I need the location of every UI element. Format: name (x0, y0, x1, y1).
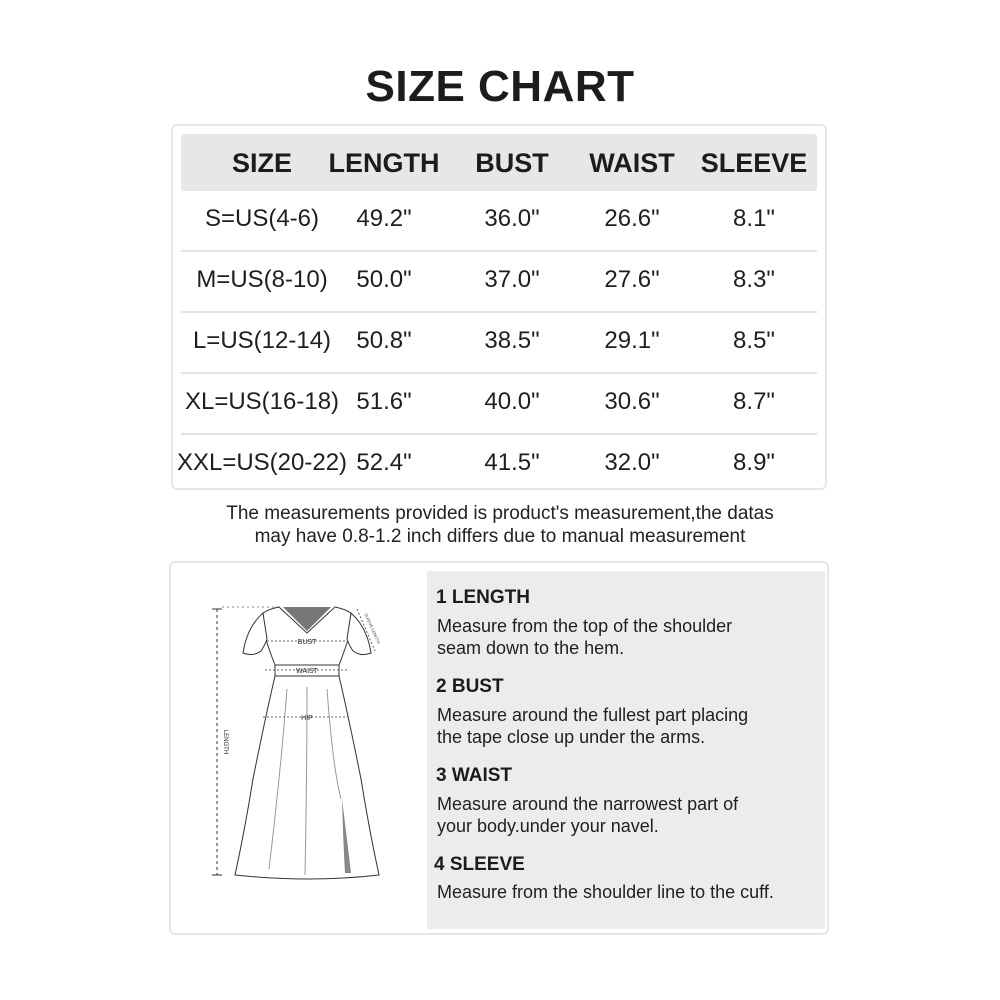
waist-cell: 27.6" (604, 266, 660, 293)
bust-cell: 37.0" (484, 266, 540, 293)
bust-cell: 36.0" (484, 205, 540, 232)
guide-text-line: your body.under your navel. (437, 816, 659, 836)
guide-heading-sleeve: 4 SLEEVE (434, 854, 525, 875)
left-sleeve-shape (243, 613, 267, 655)
guide-heading-waist: 3 WAIST (436, 765, 513, 786)
guide-text-length (437, 615, 827, 659)
note-line: The measurements provided is product's measurement,the datas (226, 503, 774, 524)
sleeve-cell: 8.7" (733, 388, 775, 415)
waist-cell: 30.6" (604, 388, 660, 415)
size-cell: S=US(4-6) (204, 205, 320, 232)
guide-text-line: seam down to the hem. (437, 638, 625, 658)
waist-cell: 26.6" (604, 205, 660, 232)
sleeve-cell: 8.5" (733, 327, 775, 354)
page-title: SIZE CHART (365, 62, 635, 111)
table-header-row (181, 134, 817, 191)
measurement-note (0, 502, 1000, 548)
sleeve-length-label: SLEEVE LENGTH (363, 612, 382, 645)
length-cell: 49.2" (356, 205, 412, 232)
header-bust: BUST (475, 148, 549, 178)
guide-text-sleeve (437, 881, 827, 903)
guide-text-line: the tape close up under the arms. (437, 727, 706, 747)
guide-text-line: Measure from the top of the shoulder (437, 616, 733, 636)
table-row (181, 191, 817, 252)
length-cell: 50.0" (356, 266, 412, 293)
size-table (171, 124, 827, 490)
size-cell: M=US(8-10) (196, 266, 328, 293)
guide-text-line: Measure from the shoulder line to the cuff. (437, 882, 774, 902)
bust-cell: 38.5" (484, 327, 540, 354)
length-label: LENGTH (222, 729, 228, 755)
header-length: LENGTH (328, 148, 440, 178)
guide-text-line: Measure around the narrowest part of (437, 794, 739, 814)
dress-diagram-illustration (209, 599, 409, 899)
note-line: may have 0.8-1.2 inch differs due to manual measurement (254, 526, 746, 547)
guide-heading-length: 1 LENGTH (436, 587, 530, 608)
length-cell: 52.4" (356, 449, 412, 476)
bust-cell: 40.0" (484, 388, 540, 415)
size-cell: L=US(12-14) (192, 327, 332, 354)
guide-heading-bust: 2 BUST (436, 676, 504, 697)
header-size: SIZE (231, 148, 293, 178)
length-cell: 51.6" (356, 388, 412, 415)
header-sleeve: SLEEVE (700, 148, 808, 178)
guide-text-waist (437, 793, 827, 837)
size-cell: XL=US(16-18) (184, 388, 340, 415)
table-row (176, 435, 817, 485)
sleeve-cell: 8.9" (733, 449, 775, 476)
table-row (181, 313, 817, 374)
sleeve-cell: 8.3" (733, 266, 775, 293)
size-cell: XXL=US(20-22) (176, 449, 348, 476)
waist-label: WAIST (296, 668, 318, 675)
bust-label: BUST (297, 639, 317, 646)
waist-cell: 29.1" (604, 327, 660, 354)
table-row (181, 252, 817, 313)
sleeve-cell: 8.1" (733, 205, 775, 232)
header-waist: WAIST (589, 148, 675, 178)
guide-text-bust (437, 704, 827, 748)
measurement-guide (169, 561, 829, 935)
length-cell: 50.8" (356, 327, 412, 354)
guide-text-line: Measure around the fullest part placing (437, 705, 749, 725)
waist-cell: 32.0" (604, 449, 660, 476)
hip-label: HIP (301, 715, 313, 722)
guide-panel (427, 571, 825, 929)
table-row (181, 374, 817, 435)
bust-cell: 41.5" (484, 449, 540, 476)
